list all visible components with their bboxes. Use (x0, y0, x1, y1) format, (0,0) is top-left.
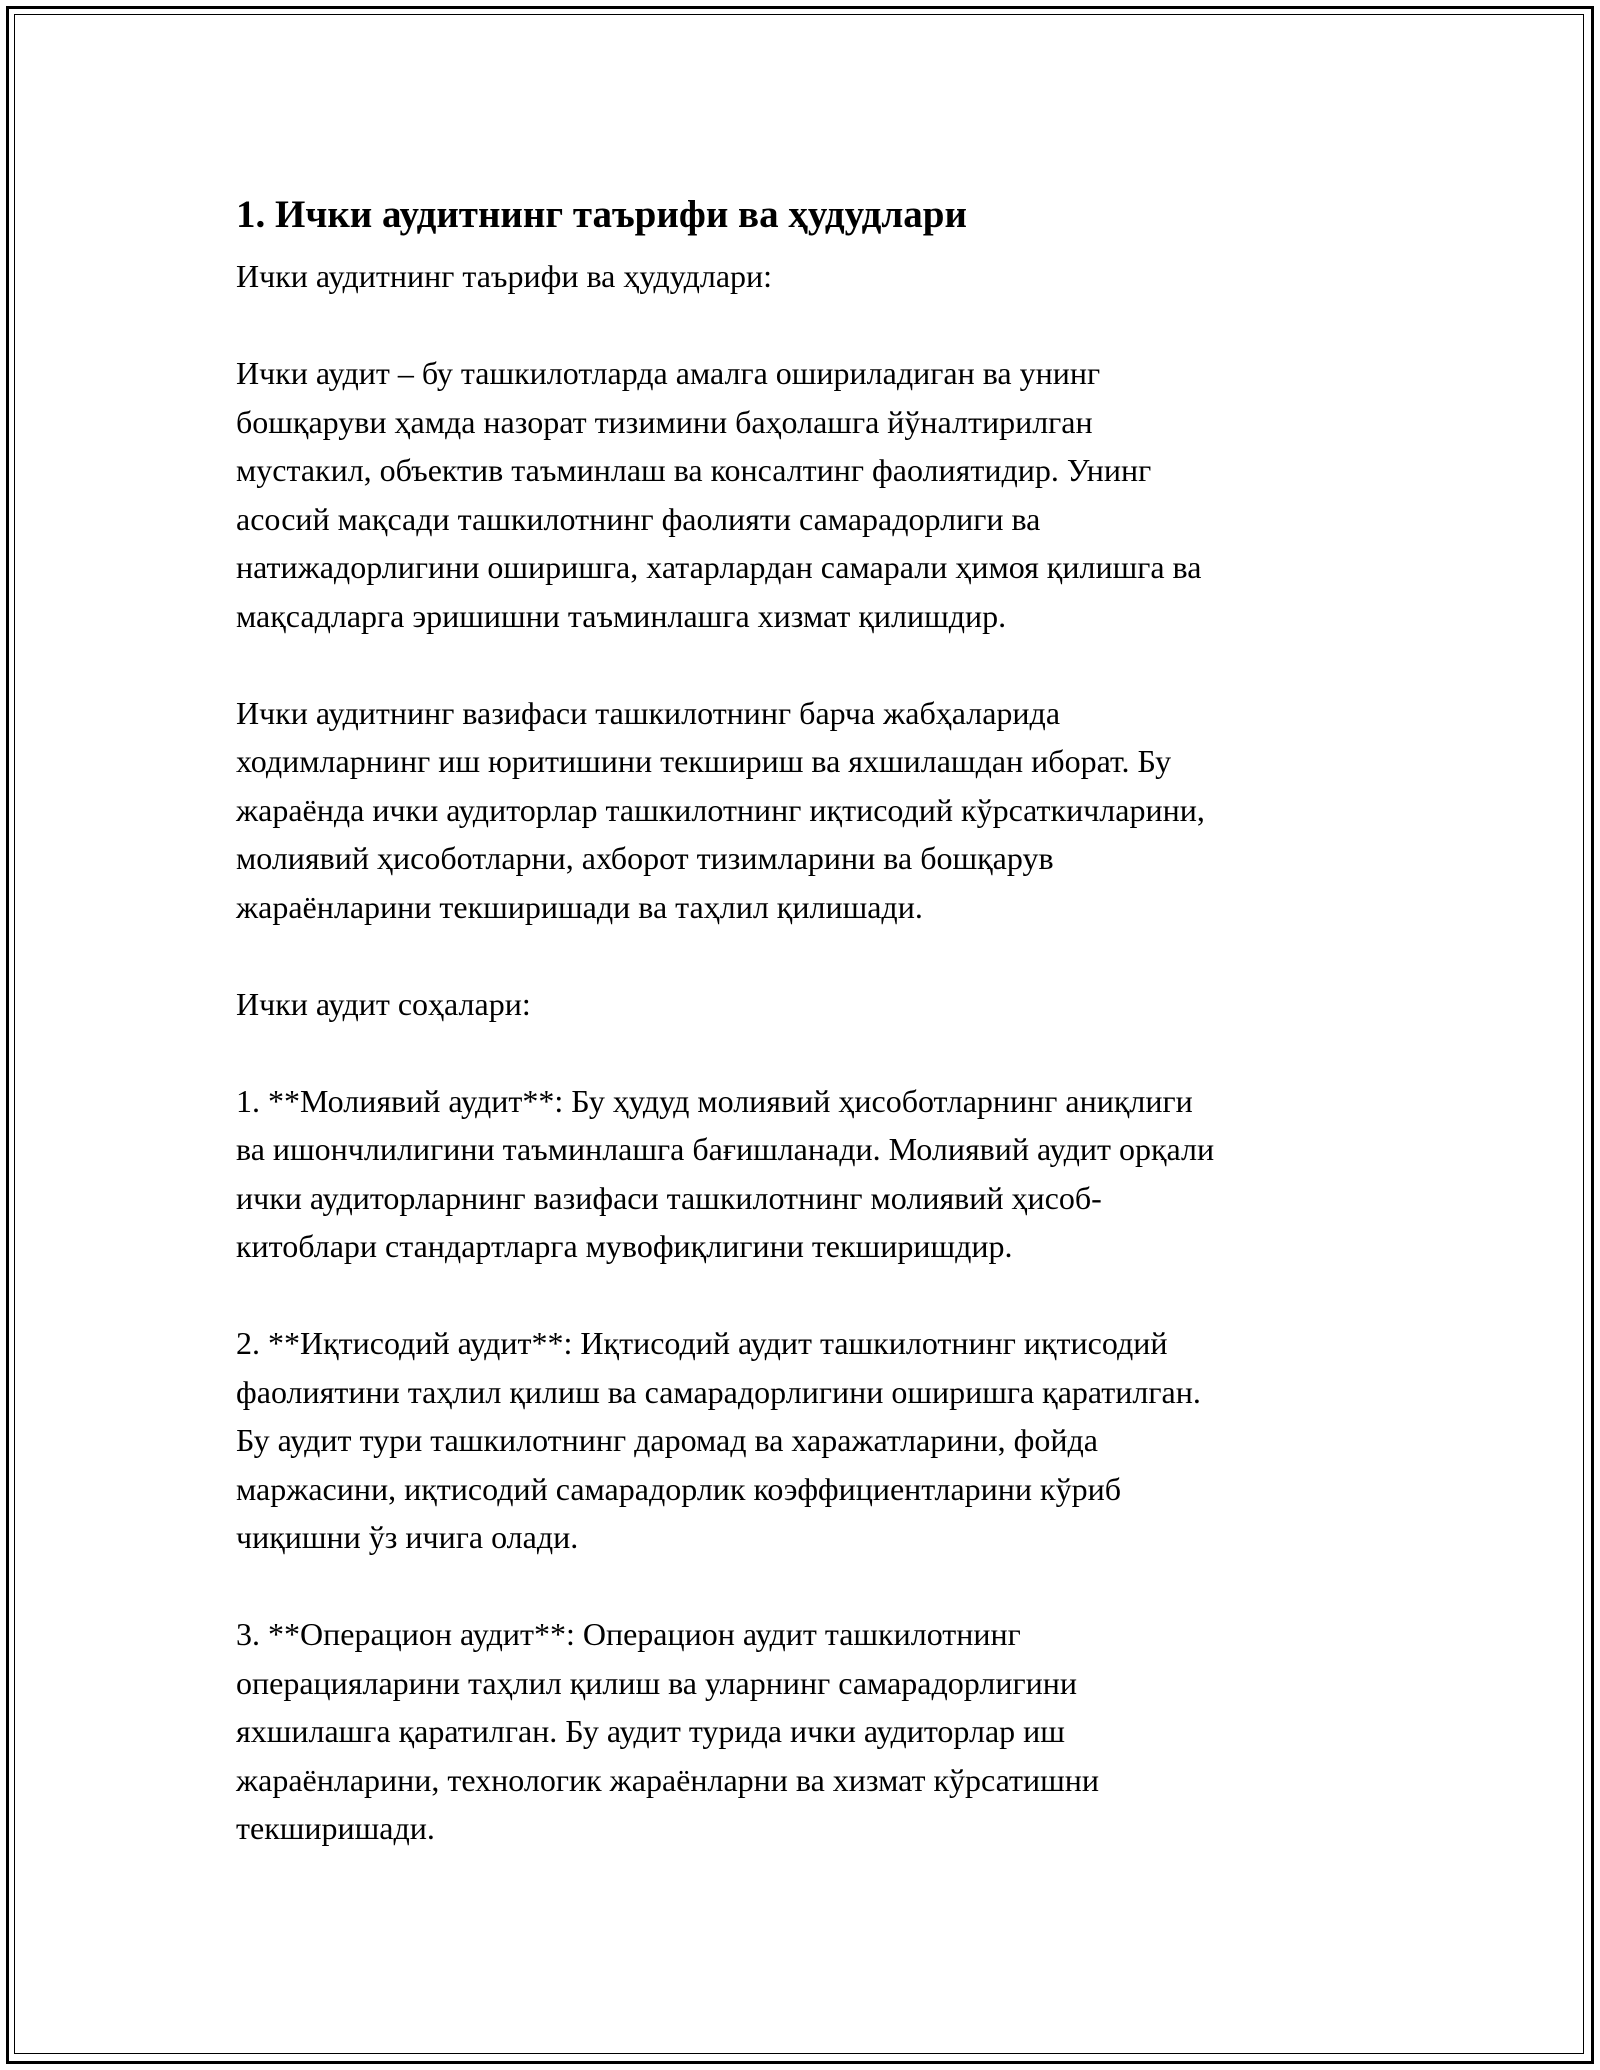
spacer (236, 301, 1376, 350)
list-item-operational-audit (236, 1610, 1376, 1853)
areas-title: Ички аудит соҳалари: (236, 985, 531, 1022)
text-line: 2. **Иқтисодий аудит**: Иқтисодий аудит ташкилотнинг иқтисодий (236, 1325, 1168, 1361)
text-line: китоблари стандартларга мувофиқлигини текширишдир. (236, 1228, 1013, 1264)
paragraph-tasks (236, 689, 1376, 932)
text-line: жараёнларини текширишади ва таҳлил қилишади. (236, 888, 923, 925)
text-line: Бу аудит тури ташкилотнинг даромад ва харажатларини, фойда (236, 1422, 1098, 1458)
text-line: чиқишни ўз ичига олади. (236, 1519, 579, 1555)
text-line: текширишади. (236, 1810, 435, 1846)
text-line: ички аудиторларнинг вазифаси ташкилотнинг молиявий ҳисоб- (236, 1179, 1102, 1216)
text-line: фаолиятини таҳлил қилиш ва самарадорлигини оширишга қаратилган. (236, 1373, 1201, 1410)
text-line: натижадорлигини оширишга, хатарлардан самарали ҳимоя қилишга ва (236, 549, 1202, 585)
text-line: 3. **Операцион аудит**: Операцион аудит ташкилотнинг (236, 1616, 1021, 1652)
text-line: бошқаруви ҳамда назорат тизимини баҳолашга йўналтирилган (236, 403, 1093, 440)
intro-line: Ички аудитнинг таърифи ва ҳудудлари: (236, 258, 773, 294)
list-item-financial-audit (236, 1077, 1376, 1271)
document-page (236, 186, 1376, 1853)
text-line: мақсадларга эришишни таъминлашга хизмат қилишдир. (236, 597, 1007, 634)
paragraph-definition (236, 349, 1376, 640)
spacer (236, 640, 1376, 689)
text-line: жараёнда ички аудиторлар ташкилотнинг иқтисодий кўрсаткичларини, (236, 791, 1205, 828)
text-line: асосий мақсади ташкилотнинг фаолияти самарадорлиги ва (236, 500, 1041, 537)
text-line: ва ишончлилигини таъминлашга бағишланади. Молиявий аудит орқали (236, 1131, 1215, 1167)
text-line: яхшилашга қаратилган. Бу аудит турида ички аудиторлар иш (236, 1713, 1065, 1749)
text-line: Ички аудит – бу ташкилотларда амалга ошириладиган ва унинг (236, 355, 1101, 391)
section-heading: 1. Ички аудитнинг таърифи ва ҳудудлари (236, 193, 967, 236)
text-line: молиявий ҳисоботларни, ахборот тизимларини ва бошқарув (236, 840, 1054, 876)
text-line: ходимларнинг иш юритишини текшириш ва яхшилашдан иборат. Бу (236, 743, 1172, 779)
text-line: Ички аудитнинг вазифаси ташкилотнинг барча жабҳаларида (236, 694, 1061, 731)
text-line: 1. **Молиявий аудит**: Бу ҳудуд молиявий ҳисоботларнинг аниқлиги (236, 1082, 1193, 1119)
text-line: жараёнларини, технологик жараёнларни ва хизмат кўрсатишни (236, 1761, 1099, 1798)
spacer (236, 1562, 1376, 1611)
list-item-economic-audit (236, 1319, 1376, 1562)
spacer (236, 1028, 1376, 1077)
spacer (236, 931, 1376, 980)
text-line: маржасини, иқтисодий самарадорлик коэффициентларини кўриб (236, 1470, 1121, 1507)
text-line: мустакил, объектив таъминлаш ва консалтинг фаолиятидир. Унинг (236, 452, 1152, 488)
spacer (236, 1271, 1376, 1320)
text-line: операцияларини таҳлил қилиш ва уларнинг самарадорлигини (236, 1664, 1077, 1701)
